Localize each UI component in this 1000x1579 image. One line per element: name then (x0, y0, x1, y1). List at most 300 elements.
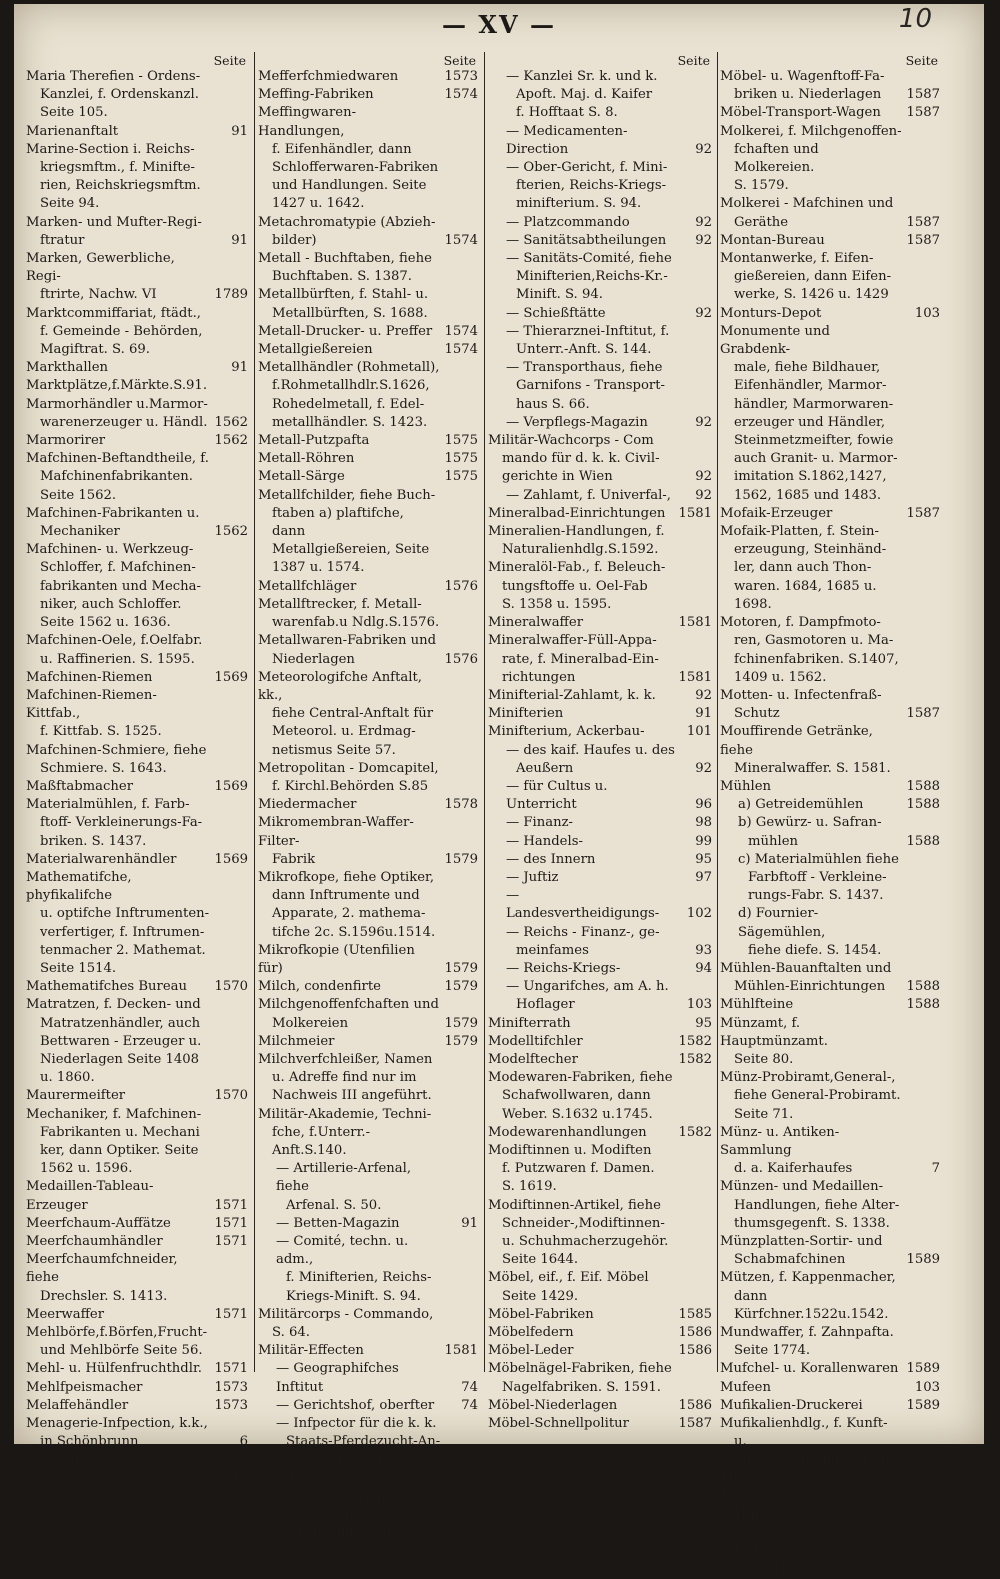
entry-text-line: Molkereien (272, 1015, 349, 1031)
entry-page-number: 1587 (906, 105, 940, 121)
entry-text-line: d. a. Kaiferhaufes (734, 1161, 853, 1177)
entry-page-number: 92 (695, 760, 712, 776)
entry-text-line: Schneider-,Modiftinnen- (502, 1215, 665, 1231)
entry-text-line: 1562 u. 1596. (40, 1161, 133, 1177)
index-entry (488, 214, 712, 232)
index-entry (26, 505, 248, 541)
index-entry (720, 687, 940, 723)
entry-text-line: Möbel-Leder (488, 1343, 574, 1359)
entry-text-line: Möbel-Niederlagen (488, 1397, 618, 1413)
entry-text-line: — Transporthaus, fiehe (506, 360, 663, 376)
entry-page-number: 1573 (444, 69, 478, 84)
entry-text-line: — Sanitätsabtheilungen (506, 232, 667, 248)
index-entry (720, 195, 940, 231)
index-entry (488, 1306, 712, 1324)
entry-text-line: tenmacher 2. Mathemat. (40, 942, 206, 958)
entry-text-line: richtungen (502, 669, 576, 685)
entry-text-line: Motoren, f. Dampfmoto- (720, 615, 881, 631)
entry-text-line: Militär-Invalidenhaus (258, 1525, 402, 1541)
index-entry (488, 978, 712, 1014)
entry-text-line: gerichte in Wien (502, 469, 613, 485)
index-column-4 (720, 52, 940, 1579)
index-entry (488, 833, 712, 851)
entry-text-line: — Comité, techn. u. adm., (276, 1234, 409, 1268)
index-entry (488, 869, 712, 887)
entry-text-line: f. Eifenhändler, dann (272, 141, 412, 157)
entry-text-line: Steinmetzmeifter, fowie (734, 433, 894, 449)
index-entry (26, 1178, 248, 1214)
entry-text-line: Metropolitan - Domcapitel, (258, 760, 439, 776)
entry-text-line: ftalten, f.Minift., Acker- (286, 1452, 396, 1486)
index-entry (720, 1015, 940, 1070)
index-entry (720, 1324, 940, 1360)
entry-page-number: 94 (695, 960, 712, 976)
entry-text-line: f. Kirchl.Behörden S.85 (272, 778, 429, 794)
entry-text-line: Mechaniker, f. Mafchinen- (26, 1106, 202, 1122)
entry-page-number: 92 (695, 414, 712, 430)
entry-page-number: 95 (695, 851, 712, 867)
entry-text-line: Seite 1562 u. 1636. (40, 615, 171, 631)
index-entry (488, 432, 712, 487)
entry-page-number: 1579 (444, 851, 478, 867)
entry-text-line: Meffing-Fabriken (258, 87, 374, 103)
entry-text-line: Milchmeier (258, 1033, 335, 1049)
index-entry (720, 814, 940, 850)
index-column-1 (26, 52, 248, 1488)
entry-text-line: Mikrofkopie (Utenfilien für) (258, 942, 415, 976)
entry-page-number: 1588 (906, 979, 940, 995)
index-entry (488, 305, 712, 323)
entry-text-line: u. Schuhmacherzugehör. (502, 1234, 669, 1249)
entry-text-line: Geräthe (734, 214, 789, 230)
index-entry (488, 359, 712, 414)
entry-text-line: Modiftinnen-Artikel, fiehe (488, 1197, 661, 1213)
entry-page-number: 1569 (214, 778, 248, 794)
entry-text-line: Schlofferwaren-Fabriken (272, 160, 439, 176)
entry-text-line: Materialwarenhändler (26, 851, 177, 867)
entry-text-line: Matratzenhändler, auch (40, 1015, 201, 1031)
entry-text-line: fchaften und Molkereien. (734, 141, 819, 176)
entry-text-line: Mufik-Directoren (720, 1470, 836, 1486)
entry-text-line: Mefferputzbretter (26, 1452, 148, 1468)
index-entry (488, 1360, 712, 1396)
entry-page-number: 1581 (678, 669, 712, 685)
entry-text-line: u. optifche Inftrumenten- (40, 906, 210, 922)
entry-text-line: Metallbürften, f. Stahl- u. (258, 287, 429, 303)
index-entry (26, 396, 248, 432)
entry-page-number: 74 (461, 1397, 478, 1413)
handwritten-page-note: 10 (898, 4, 932, 34)
entry-text-line: briken u. Niederlagen (734, 87, 882, 103)
entry-text-line: Metall-Särge (258, 469, 345, 485)
entry-text-line: Montanwerke, f. Eifen- (720, 251, 874, 267)
entry-text-line: Schloffer, f. Mafchinen- (40, 560, 196, 576)
entry-text-line: Seite 1644. (502, 1252, 579, 1268)
entry-text-line: Naturalienhdlg.S.1592. (502, 542, 659, 558)
entry-page-number: 1582 (678, 1051, 712, 1067)
entry-text-line: Handlungen, fiehe Alter- (734, 1197, 900, 1213)
index-entry (26, 450, 248, 505)
index-entry (720, 104, 940, 122)
entry-text-line: ftrirte, Nachw. VI (40, 287, 157, 303)
index-entry (258, 596, 478, 632)
entry-page-number: 92 (695, 305, 712, 321)
index-entry (258, 468, 478, 486)
entry-text-line: Mühlfteine (720, 997, 794, 1013)
entry-text-line: Modiftinnen u. Modiften (488, 1142, 652, 1158)
index-entry (258, 1342, 478, 1360)
entry-text-line: Mikrofkope, fiehe Optiker, (258, 869, 435, 885)
entry-text-line: Seite 1562. (40, 487, 117, 503)
index-entry (720, 68, 940, 104)
entry-text-line: ren, Gasmotoren u. Ma- (734, 633, 894, 649)
entry-page-number: 1576 (444, 651, 478, 667)
entry-text-line: imitation S.1862,1427, (734, 469, 887, 485)
index-entry (720, 723, 940, 778)
entry-text-line: fiehe General-Probiramt. (734, 1088, 901, 1104)
entry-text-line: Mufikfchulen u.Mufiklehrer, (720, 1488, 816, 1523)
entry-text-line: Mühlen-Bauanftalten und (720, 960, 892, 976)
entry-text-line: verfertiger, f. Inftrumen- (40, 924, 205, 940)
index-entry (258, 1524, 478, 1542)
entry-text-line: Metallftrecker, f. Metall- (258, 596, 422, 612)
entry-text-line: Mafchinen-Oele, f.Oelfabr. (26, 633, 203, 649)
entry-text-line: Molkerei, f. Milchgenoffen- (720, 123, 902, 139)
entry-text-line: — Medicamenten-Direction (506, 123, 628, 157)
entry-text-line: — Sanitäts-Comité, fiehe (506, 251, 672, 267)
entry-text-line: Münz-Probiramt,General-, (720, 1070, 896, 1086)
entry-text-line: Metallgießereien, Seite (272, 542, 430, 558)
entry-text-line: waren. 1684, 1685 u. (734, 578, 877, 594)
index-entry (26, 996, 248, 1087)
index-entry (720, 1379, 940, 1397)
entry-text-line: Maßftabmacher (26, 778, 134, 794)
entry-text-line: — Kanzlei Sr. k. und k. (506, 69, 658, 84)
index-entry (258, 1106, 478, 1161)
entry-page-number: 74 (461, 1379, 478, 1395)
entry-text-line: Marktplätze,f.Märkte.S.91. (26, 378, 208, 394)
entry-text-line: — Schießftätte (506, 305, 606, 321)
entry-text-line: Drechsler. S. 1413. (40, 1288, 168, 1304)
index-entry (488, 250, 712, 305)
entry-text-line: Möbel-Schnellpolitur (488, 1416, 629, 1432)
entry-text-line: fchinenfabriken. S.1407, (734, 651, 899, 667)
entry-page-number: 1576 (444, 578, 478, 594)
entry-text-line: warenfab.u Ndlg.S.1576. (272, 615, 440, 631)
index-entry (720, 1415, 940, 1470)
entry-text-line: Mineralien-Handlungen, f. (488, 524, 665, 540)
entry-page-number: 1585 (678, 1306, 712, 1322)
entry-text-line: Mefferfchmiedwaren (258, 69, 399, 84)
entry-text-line: fterien, Reichs-Kriegs- (516, 178, 667, 194)
index-entry (258, 1397, 478, 1415)
entry-page-number: 1573 (214, 1379, 248, 1395)
entry-page-number: 7 (931, 1161, 940, 1177)
entry-text-line: Metallfchilder, fiehe Buch- (258, 487, 436, 503)
entry-text-line: Marmorirer (26, 433, 106, 449)
entry-text-line: — Artillerie-Arfenal, fiehe (276, 1161, 412, 1195)
entry-text-line: — Betten-Magazin (276, 1215, 400, 1231)
entry-text-line: u. Adreffe find nur im (272, 1070, 417, 1086)
entry-text-line: Montan-Bureau (720, 232, 825, 248)
entry-text-line: meinfames (516, 942, 589, 958)
index-entry (26, 123, 248, 141)
entry-text-line: Mathematifches Bureau (26, 979, 188, 995)
entry-page-number: 1588 (906, 997, 940, 1013)
index-entry (720, 1269, 940, 1324)
entry-text-line: Mouffirende Getränke, fiehe (720, 724, 873, 758)
entry-text-line: Metall-Putzpafta (258, 433, 370, 449)
entry-page-number: 1579 (444, 1033, 478, 1049)
entry-text-line: f.Rohmetallhdlr.S.1626, (272, 378, 430, 394)
entry-text-line: Mofaik-Platten, f. Stein- (720, 524, 879, 540)
index-entry (488, 924, 712, 960)
index-entry (258, 632, 478, 668)
entry-page-number: 1574 (444, 232, 478, 248)
entry-page-number: 1562 (214, 524, 248, 540)
entry-page-number: 1570 (214, 979, 248, 995)
entry-text-line: tungsftoffe u. Oel-Fab (502, 578, 648, 594)
index-entry (26, 305, 248, 360)
entry-text-line: Mathematifche, phyfikalifche (26, 869, 132, 904)
entry-text-line: a) Getreidemühlen (738, 797, 864, 813)
entry-text-line: ftoff- Verkleinerungs-Fa- (40, 815, 203, 831)
entry-page-number: 1579 (444, 1015, 478, 1031)
entry-text-line: Militär-Akademie, Techni- (258, 1106, 432, 1122)
entry-text-line: S. 1358 u. 1595. (502, 596, 612, 612)
index-entry (26, 68, 248, 123)
directory-page (14, 4, 984, 1577)
entry-text-line: — Gerichtshof, oberfter (276, 1397, 435, 1413)
entry-text-line: Möbel- u. Wagenftoff-Fa- (720, 69, 885, 84)
index-entry (488, 232, 712, 250)
entry-text-line: Minifterrath (488, 1015, 571, 1031)
entry-text-line: Medaillen-Tableau-Erzeuger (26, 1179, 154, 1213)
entry-text-line: fiehe Unterrichtsanftalten (734, 1525, 872, 1559)
entry-page-number: 92 (695, 214, 712, 230)
entry-text-line: Metachromatypie (Abzieh- (258, 214, 436, 230)
index-entry (258, 323, 478, 341)
entry-page-number: 1571 (214, 1306, 248, 1322)
index-entry (258, 68, 478, 86)
entry-page-number: 98 (695, 815, 712, 831)
entry-text-line: Möbelnägel-Fabriken, fiehe (488, 1361, 672, 1377)
entry-text-line: f. Hofftaat S. 8. (516, 105, 618, 121)
entry-page-number: 1571 (214, 1234, 248, 1249)
entry-text-line: — Intendantur (276, 1507, 374, 1523)
entry-text-line: — des Innern (506, 851, 596, 867)
index-entry (488, 523, 712, 559)
entry-text-line: Mühlen (720, 778, 772, 794)
entry-text-line: u. Mufikalienhdlgn.S.1543. (734, 1434, 899, 1468)
entry-text-line: u. 1860. (40, 1070, 95, 1086)
index-entry (26, 687, 248, 742)
entry-text-line: Mineralwaffer-Füll-Appa- (488, 633, 657, 649)
index-entry (488, 559, 712, 614)
entry-text-line: Metallhändler (Rohmetall), (258, 360, 440, 376)
index-entry (26, 978, 248, 996)
entry-page-number: 1575 (444, 433, 478, 449)
entry-text-line: Unterr.-Anft. S. 144. (516, 342, 652, 358)
entry-text-line: Rohedelmetall, f. Edel- (272, 396, 425, 412)
entry-page-number: 92 (695, 687, 712, 703)
entry-text-line: Seite 1429. (502, 1288, 579, 1304)
entry-text-line: Molkerei - Mafchinen und (720, 196, 894, 212)
entry-page-number: 103 (914, 1379, 940, 1395)
entry-page-number: 91 (231, 360, 248, 376)
entry-text-line: Marienanftalt (26, 123, 119, 139)
entry-text-line: — Thierarznei-Inftitut, f. (506, 323, 670, 339)
entry-text-line: Weber. S.1632 u.1745. (502, 1106, 653, 1122)
entry-text-line: Münzplatten-Sortir- und (720, 1234, 883, 1249)
entry-text-line: Mehlbörfe,f.Börfen,Frucht- (26, 1325, 208, 1341)
entry-page-number: 1588 (906, 833, 940, 849)
entry-page-number: 103 (914, 305, 940, 321)
index-entry (488, 68, 712, 123)
index-entry (488, 1051, 712, 1069)
entry-page-number: 1570 (214, 1088, 248, 1104)
index-entry (26, 214, 248, 250)
entry-page-number: 1575 (444, 451, 478, 467)
entry-text-line: Minifterien (488, 706, 564, 722)
entry-text-line: bilder) (272, 232, 317, 248)
entry-text-line: f. Putzwaren f. Damen. (502, 1161, 655, 1177)
index-entry (258, 1051, 478, 1106)
entry-text-line: Möbel, eif., f. Eif. Möbel (488, 1270, 649, 1286)
entry-text-line: u. Raffinerien. S. 1595. (40, 651, 195, 667)
index-entry (488, 159, 712, 214)
entry-page-number: 1571 (214, 1215, 248, 1231)
entry-text-line: dann Inftrumente und (272, 888, 420, 904)
index-entry (720, 305, 940, 323)
entry-page-number: 92 (695, 141, 712, 157)
entry-text-line: ker, dann Optiker. Seite (40, 1142, 199, 1158)
entry-text-line: S. 1579. (734, 178, 789, 194)
entry-text-line: — Verpflegs-Magazin (506, 414, 648, 430)
entry-text-line: Schutz (734, 706, 780, 722)
index-entry (258, 578, 478, 596)
entry-text-line: Marken- und Mufter-Regi- (26, 214, 202, 230)
index-entry (258, 341, 478, 359)
index-entry (488, 814, 712, 832)
entry-text-line: Motten- u. Infectenfraß- (720, 687, 882, 703)
entry-text-line: Mehl- u. Hülfenfruchthdlr. (26, 1361, 202, 1377)
entry-text-line: Fabrik (272, 851, 316, 867)
entry-text-line: Militär-Effecten (258, 1343, 364, 1359)
index-entry (488, 687, 712, 705)
index-entry (258, 796, 478, 814)
index-entry (258, 760, 478, 796)
entry-page-number: 91 (461, 1507, 478, 1523)
entry-page-number: 1589 (906, 1470, 940, 1486)
entry-text-line: Marmorhändler u.Marmor- (26, 396, 208, 412)
entry-text-line: Seite 105. (40, 105, 108, 121)
entry-text-line: d) Fournier-Sägemühlen, (738, 906, 826, 940)
entry-text-line: Minifterien,Reichs-Kr.- (516, 269, 668, 285)
entry-page-number: 6 (239, 1434, 248, 1450)
index-entry (488, 1324, 712, 1342)
index-entry (26, 1360, 248, 1378)
entry-text-line: erzeugung, Steinhänd- (734, 542, 887, 558)
entry-text-line: Hoflager (516, 997, 575, 1013)
entry-page-number: 1586 (678, 1397, 712, 1413)
entry-text-line: rien, Reichskriegsmftm. (40, 178, 201, 194)
entry-text-line: Metallgießereien (258, 342, 373, 358)
entry-page-number: 1569 (214, 851, 248, 867)
entry-page-number: 1582 (678, 1033, 712, 1049)
entry-page-number: 1789 (214, 287, 248, 303)
index-entry (720, 1233, 940, 1269)
entry-text-line: — Handels- (506, 833, 583, 849)
entry-page-number: 96 (695, 797, 712, 813)
index-entry (720, 523, 940, 614)
index-entry (258, 286, 478, 322)
index-entry (26, 1215, 248, 1233)
entry-text-line: Melaffehändler (26, 1397, 129, 1413)
entry-text-line: Möbel-Transport-Wagen (720, 105, 881, 121)
entry-text-line: Mofaik-Erzeuger (720, 505, 833, 521)
entry-text-line: 1427 u. 1642. (272, 196, 365, 212)
entry-text-line: Farbftoff - Verkleine- (748, 869, 887, 885)
entry-text-line: Mafchinen-Schmiere, fiehe (26, 742, 207, 758)
entry-page-number: 1586 (678, 1325, 712, 1341)
index-entry (26, 250, 248, 305)
entry-page-number: 1581 (444, 1343, 478, 1359)
entry-text-line: — Geographifches Inftitut (276, 1361, 399, 1395)
entry-page-number: 1586 (678, 1343, 712, 1359)
entry-page-number: 1578 (444, 797, 478, 813)
entry-text-line: f. Gemeinde - Behörden, (40, 323, 203, 339)
entry-text-line: Meerfchaum-Auffätze (26, 1215, 171, 1231)
entry-text-line: Münz- u. Antiken-Sammlung (720, 1124, 840, 1158)
entry-text-line: Mechaniker (40, 524, 120, 540)
index-entry (720, 505, 940, 523)
entry-text-line: und Mehlbörfe Seite 56. (40, 1343, 203, 1359)
entry-page-number: 1587 (906, 87, 940, 103)
entry-text-line: ler, dann auch Thon- (734, 560, 872, 576)
index-entry (258, 869, 478, 942)
index-entry (26, 1251, 248, 1306)
entry-text-line: Mafchinen- u. Werkzeug- (26, 542, 194, 558)
entry-page-number: 91 (231, 123, 248, 139)
entry-page-number: 95 (695, 1015, 712, 1031)
entry-text-line: fche, f.Unterr.-Anft.S.140. (272, 1124, 371, 1158)
entry-text-line: Minifterium, Ackerbau- (488, 724, 645, 740)
entry-text-line: S. 1619. (502, 1179, 557, 1195)
entry-text-line: Bettwaren - Erzeuger u. (40, 1033, 202, 1049)
entry-text-line: Mufikalienhdlg., f. Kunft- (720, 1416, 888, 1432)
entry-page-number: 1562 (214, 433, 248, 449)
index-entry (26, 432, 248, 450)
entry-text-line: Minift. S. 94. (516, 287, 603, 303)
index-entry (488, 614, 712, 632)
entry-text-line: — Reichs - Finanz-, ge- (506, 924, 660, 940)
entry-text-line: 1562, 1685 und 1483. (734, 487, 882, 503)
entry-text-line: 1698. (734, 596, 772, 612)
index-entry (720, 1470, 940, 1488)
index-entry (26, 796, 248, 851)
entry-text-line: Modelltifchler (488, 1033, 583, 1049)
entry-text-line: niker, auch Schloffer. (40, 596, 182, 612)
entry-text-line: dann Kürfchner.1522u.1542. (734, 1288, 889, 1322)
index-entry (258, 1160, 478, 1215)
entry-text-line: Mundwaffer, f. Zahnpafta. (720, 1325, 894, 1341)
index-entry (258, 1215, 478, 1233)
entry-text-line: Monumente und Grabdenk- (720, 323, 830, 358)
entry-text-line: Arfenal. S. 50. (286, 1197, 382, 1213)
index-entry (258, 814, 478, 869)
index-entry (258, 942, 478, 978)
